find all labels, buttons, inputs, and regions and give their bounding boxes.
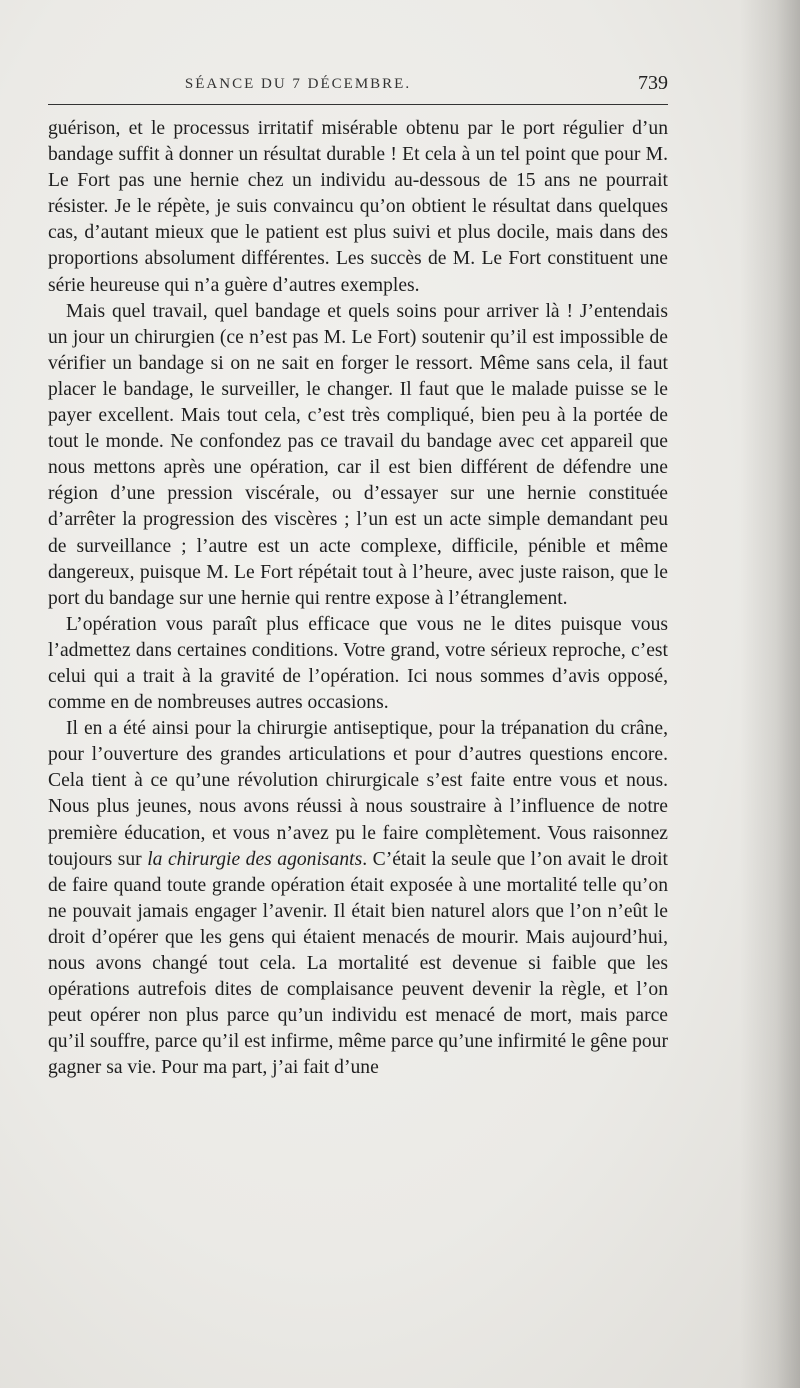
italic-phrase: la chirurgie des agonisants [147, 848, 363, 870]
header-rule [48, 104, 668, 105]
page-header [48, 72, 668, 102]
paragraph-1: guérison, et le processus irritatif misérable obtenu par le port régulier d’un bandage suffit à donner un résultat durable ! Et cela à un tel point que pour M. Le Fort pas une hernie chez un individu au-dessous de 15 ans ne pourrait résister. Je le répète, je suis convaincu qu’on obtient le résultat dans quelques cas, d’autant mieux que le patient est plus suivi et plus docile, mais dans des proportions absolument différentes. Les succès de M. Le Fort constituent une série heureuse qui n’a guère d’autres exemples. [48, 118, 668, 296]
page-number: 739 [638, 72, 668, 94]
page-edge-shadow [740, 0, 800, 1388]
body-text [48, 116, 668, 1081]
paragraph-3: L’opération vous paraît plus efficace que vous ne le dites puisque vous l’admettez dans certaines conditions. Votre grand, votre sérieux reproche, c’est celui qui a trait à la gravité de l’opération. Ici nous sommes d’avis opposé, comme en de nombreuses autres occasions. [48, 613, 668, 714]
paragraph-4-text-before: Il en a été ainsi pour la chirurgie antiseptique, pour la trépanation du crâne, pour l’ouverture des grandes articulations et pour d’autres questions encore. Cela tient à ce qu’une révolution chirurgicale s’est faite entre vous et nous. Nous plus jeunes, nous avons réussi à nous soustraire à l’influence de notre première éducation, et vous n’avez pu le faire complètement. Vous raisonnez toujours sur [48, 718, 668, 870]
running-head: SÉANCE DU 7 DÉCEMBRE. [184, 76, 412, 92]
paragraph-4 [48, 716, 668, 1081]
paragraph-4-text-after: . C’était la seule que l’on avait le droit de faire quand toute grande opération était exposée à une mortalité telle qu’on ne pouvait jamais engager l’avenir. Il était bien naturel alors que l’on n’eût le droit d’opérer que les gens qui étaient menacés de mourir. Mais aujourd’hui, nous avons changé tout cela. La mortalité est devenue si faible que les opérations autrefois dites de complaisance peuvent devenir la règle, et l’on peut opérer non plus parce qu’un individu est menacé de mort, mais parce qu’il souffre, parce qu’il est infirme, même parce qu’une infirmité le gêne pour gagner sa vie. Pour ma part, j’ai fait d’une [48, 848, 669, 1079]
paragraph-2: Mais quel travail, quel bandage et quels soins pour arriver là ! J’entendais un jour un chirurgien (ce n’est pas M. Le Fort) soutenir qu’il est impossible de vérifier un bandage si on ne sait en forger le ressort. Même sans cela, il faut placer le bandage, le surveiller, le changer. Il faut que le malade puisse se le payer excellent. Mais tout cela, c’est très compliqué, bien peu à la portée de tout le monde. Ne confondez pas ce travail du bandage avec cet appareil que nous mettons après une opération, car il est bien différent de défendre une région d’une pression viscérale, ou d’essayer sur une hernie constituée d’arrêter la progression des viscères ; l’un est un acte simple demandant peu de surveillance ; l’autre est un acte complexe, difficile, pénible et même dangereux, puisque M. Le Fort répétait tout à l’heure, avec juste raison, que le port du bandage sur une hernie qui rentre expose à l’étranglement. [48, 300, 668, 609]
